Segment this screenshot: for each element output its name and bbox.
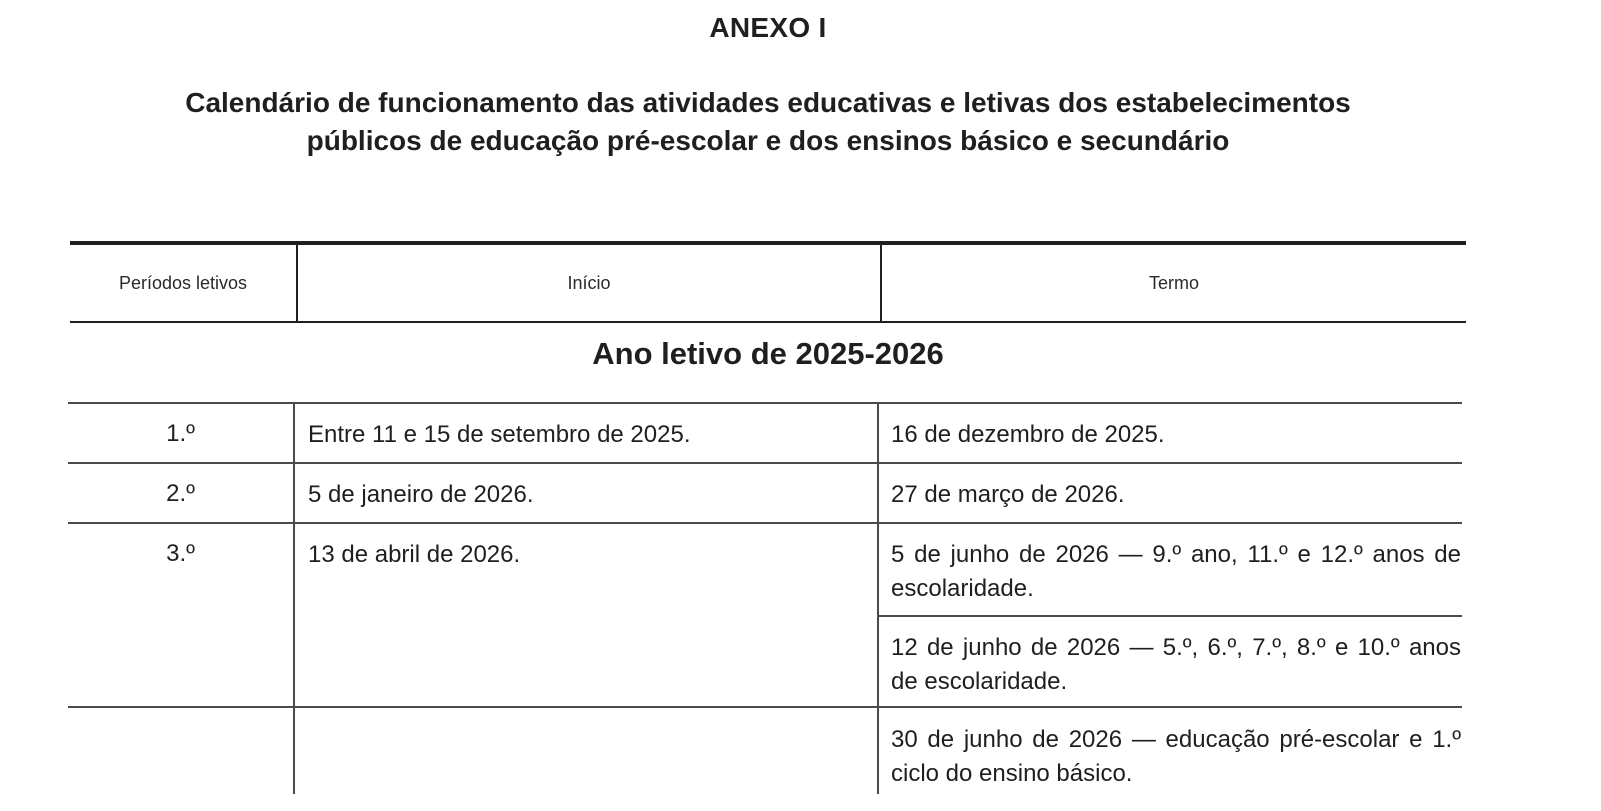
period-1-start: Entre 11 e 15 de setembro de 2025. (308, 421, 691, 448)
period-3-start: 13 de abril de 2026. (308, 541, 521, 568)
header-end: Termo (1148, 272, 1199, 293)
period-2: 2.º (166, 480, 195, 507)
annex-heading: ANEXO I (709, 12, 827, 43)
school-year-title: Ano letivo de 2025-2026 (592, 336, 944, 371)
period-1-end: 16 de dezembro de 2025. (891, 421, 1165, 448)
period-3-end-item-2: 12 de junho de 2026 — 5.º, 6.º, 7.º, 8.º e 10.º anos de escolaridade. (891, 634, 1461, 695)
period-3: 3.º (166, 540, 195, 567)
row-rule-2 (68, 462, 1462, 464)
column-divider-1 (293, 402, 295, 794)
period-3-end-item-1: 5 de junho de 2026 — 9.º ano, 11.º e 12.º anos de escolaridade. (891, 541, 1461, 602)
period-1: 1.º (166, 420, 195, 447)
period-2-end: 27 de março de 2026. (891, 481, 1125, 508)
row-rule-3 (68, 522, 1462, 524)
row-rule-1 (68, 402, 1462, 404)
row-rule-4 (68, 706, 1462, 708)
header-periods: Períodos letivos (118, 272, 248, 293)
period-3-end-item-3: 30 de junho de 2026 — educação pré-escolar e 1.º ciclo do ensino básico. (891, 726, 1461, 787)
document-title (0, 84, 1536, 160)
header-start: Início (567, 272, 611, 293)
title-line-2: públicos de educação pré-escolar e dos ensinos básico e secundário (306, 125, 1230, 156)
column-divider-2 (877, 402, 879, 794)
title-line-1: Calendário de funcionamento das atividades educativas e letivas dos estabelecimentos (185, 87, 1351, 118)
header-bottom-rule (70, 321, 1466, 323)
sub-row-rule-1 (878, 615, 1462, 617)
period-2-start: 5 de janeiro de 2026. (308, 481, 534, 508)
